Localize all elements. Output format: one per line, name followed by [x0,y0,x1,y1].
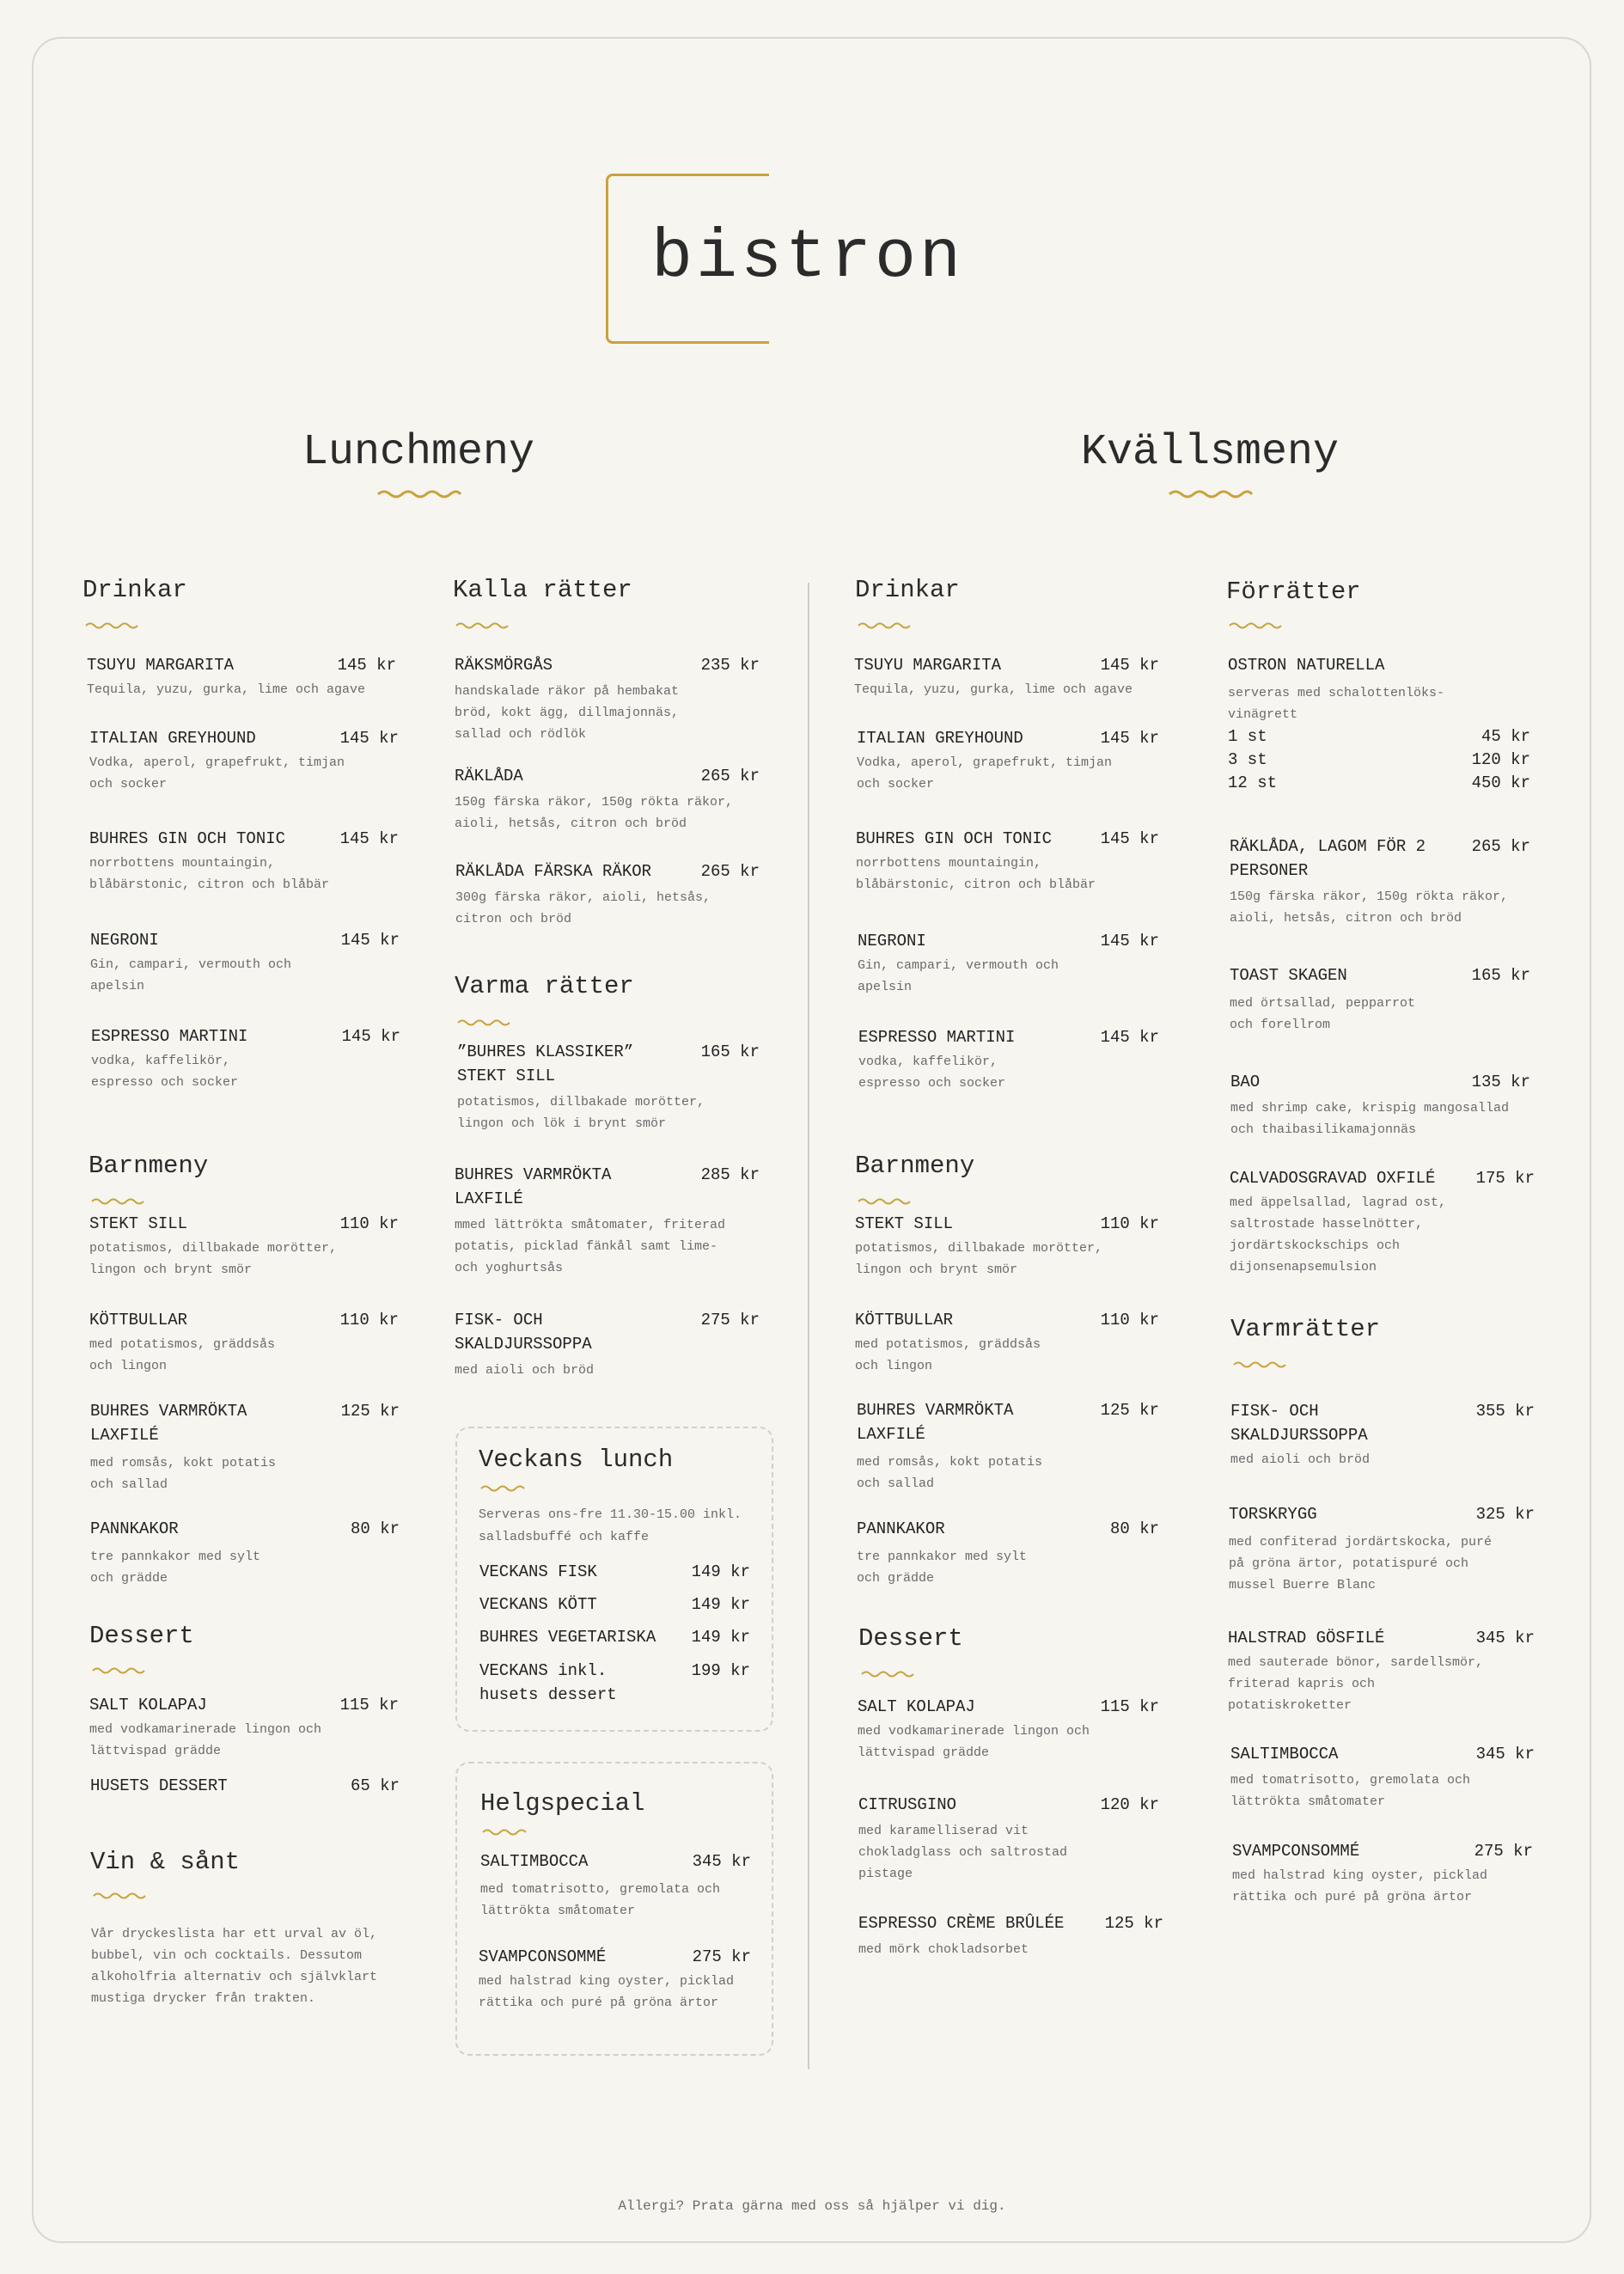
item-desc: med romsås, kokt potatis och sallad [857,1455,1043,1491]
menu-item [479,1560,750,1584]
item-desc: med mörk chokladsorbet [858,1942,1029,1957]
menu-item [858,1025,1159,1094]
menu-item [89,1693,399,1762]
oyster-row [1228,725,1530,749]
item-price: 275 kr [1474,1842,1533,1861]
item-desc: med vodkamarinerade lingon och lättvispad grädde [858,1724,1090,1760]
item-name: PANNKAKOR [857,1519,945,1538]
menu-item [1230,1399,1535,1470]
menu-item [855,1308,1159,1377]
item-desc: med karamelliserad vit chokladglass och saltrostad pistage [858,1824,1068,1881]
item-price: 175 kr [1475,1169,1535,1188]
lunch-kids-section [89,1152,208,1180]
item-price: 145 kr [340,931,400,950]
item-price: 115 kr [339,1696,399,1715]
item-name: ESPRESSO CRÈME BRÛLÉE [858,1914,1065,1933]
weekly-lunch-note: Serveras ons-fre 11.30-15.00 inkl. salladsbuffé och kaffe [479,1507,742,1544]
section-squiggle [1228,620,1283,631]
item-price: 199 kr [691,1661,750,1680]
item-price: 325 kr [1475,1505,1535,1524]
section-squiggle [92,1891,147,1901]
menu-item [89,1308,399,1377]
section-squiggle [456,1018,511,1028]
item-price: 149 kr [691,1562,750,1581]
oyster-item [1228,653,1530,795]
item-price: 145 kr [337,656,396,675]
item-name: BUHRES VEGETARISKA [479,1628,656,1647]
lunch-dessert-section [89,1622,194,1650]
menu-item [455,1163,760,1279]
item-name: HALSTRAD GÖSFILÉ [1228,1629,1385,1647]
item-name: SVAMPCONSOMMÉ [479,1947,607,1966]
item-price: 110 kr [339,1214,399,1233]
menu-item [455,859,760,930]
item-price: 65 kr [350,1776,400,1795]
section-title: Dessert [858,1624,963,1653]
item-desc: potatismos, dillbakade morötter, lingon och brynt smör [855,1241,1103,1277]
item-name: RÄKSMÖRGÅS [455,656,553,675]
menu-item [90,1517,400,1589]
item-desc: mmed lättrökta småtomater, friterad potatis, picklad fänkål samt lime- och yoghurtsås [455,1218,726,1275]
item-name: SVAMPCONSOMMÉ [1232,1842,1360,1861]
item-desc: tre pannkakor med sylt och grädde [90,1550,261,1586]
menu-item [1230,963,1530,1036]
lunch-cold-section [453,576,632,604]
item-price: 135 kr [1471,1073,1530,1091]
item-name: KÖTTBULLAR [89,1311,188,1330]
item-desc: potatismos, dillbakade morötter, lingon och brynt smör [89,1241,338,1277]
item-desc: norrbottens mountaingin, blåbärstonic, citron och blåbär [856,856,1096,892]
item-name: BUHRES GIN OCH TONIC [856,829,1053,848]
item-name: ESPRESSO MARTINI [91,1027,248,1046]
menu-item [479,1659,750,1707]
item-price: 275 kr [692,1947,751,1966]
item-name: BUHRES VARMRÖKTA LAXFILÉ [90,1402,247,1445]
allergy-footer: Allergi? Prata gärna med oss så hjälper vi dig. [618,2198,1006,2214]
item-name: RÄKLÅDA [455,767,523,786]
item-desc: med romsås, kokt potatis och sallad [90,1456,277,1492]
item-desc: 150g färska räkor, 150g rökta räkor, aioli, hetsås, citron och bröd [1230,889,1509,926]
menu-item [858,1695,1159,1764]
item-name: TORSKRYGG [1229,1505,1317,1524]
lunch-menu-title: Lunchmeny [302,428,535,477]
item-desc: Tequila, yuzu, gurka, lime och agave [87,682,366,697]
section-title: Drinkar [82,576,187,604]
section-squiggle [84,620,139,631]
oyster-row [1228,749,1530,772]
item-name: ”BUHRES KLASSIKER” STEKT SILL [457,1042,634,1085]
item-name: ITALIAN GREYHOUND [857,729,1023,748]
section-squiggle [857,620,912,631]
item-name: HUSETS DESSERT [90,1776,228,1795]
dinner-title-squiggle [1168,488,1254,500]
lunch-title-squiggle [376,488,462,500]
item-name: SALT KOLAPAJ [89,1696,207,1715]
item-desc: med tomatrisotto, gremolata och lättrökta småtomater [1230,1773,1471,1809]
section-squiggle [857,1196,912,1207]
section-title: Varmrätter [1230,1315,1381,1343]
menu-item [857,1398,1159,1495]
section-squiggle [860,1669,915,1679]
item-desc: 300g färska räkor, aioli, hetsås, citron och bröd [455,890,711,926]
section-squiggle [90,1196,145,1207]
item-name: RÄKLÅDA FÄRSKA RÄKOR [455,862,652,881]
item-name: VECKANS FISK [479,1562,597,1581]
oyster-row [1228,772,1530,795]
item-price: 145 kr [1100,729,1159,748]
item-desc: handskalade räkor på hembakat bröd, kokt ägg, dillmajonnäs, sallad och rödlök [455,684,680,742]
item-name: CALVADOSGRAVAD OXFILÉ [1230,1169,1436,1188]
menu-item [455,653,760,745]
menu-item [1232,1839,1533,1908]
item-desc: med shrimp cake, krispig mangosallad och thaibasilikamajonnäs [1230,1101,1510,1137]
menu-item [479,1945,751,2014]
menu-item [1230,834,1530,929]
menu-item [90,1774,400,1798]
menu-item [855,1212,1159,1281]
oyster-price: 120 kr [1471,750,1530,769]
item-price: 165 kr [700,1042,760,1061]
item-name: SALTIMBOCCA [1230,1745,1339,1764]
oyster-price: 450 kr [1471,773,1530,792]
menu-item [455,1308,760,1381]
item-name: FISK- OCH SKALDJURSSOPPA [455,1311,592,1354]
item-price: 145 kr [339,729,399,748]
item-desc: med halstrad king oyster, picklad rättika och puré på gröna ärtor [1232,1868,1488,1904]
item-price: 125 kr [1104,1914,1163,1933]
item-price: 265 kr [700,862,760,881]
lunch-warm-section [455,972,634,1000]
item-name: BAO [1230,1073,1261,1091]
dinner-mains-section [1230,1315,1380,1343]
oyster-qty: 1 st [1228,727,1267,746]
weekly-lunch-title: Veckans lunch [479,1446,674,1474]
section-title: Varma rätter [455,972,634,1000]
item-desc: med vodkamarinerade lingon och lättvispad grädde [89,1722,322,1758]
item-desc: med confiterad jordärtskocka, puré på gröna ärtor, potatispuré och mussel Buerre Blanc [1229,1535,1493,1592]
menu-item [90,1399,400,1495]
item-name: FISK- OCH SKALDJURSSOPPA [1230,1402,1368,1445]
item-desc: vodka, kaffelikör, espresso och socker [858,1054,1006,1091]
item-price: 80 kr [1109,1519,1159,1538]
section-title: Drinkar [855,576,960,604]
menu-item [91,1024,400,1093]
item-price: 355 kr [1475,1402,1535,1421]
item-desc: Vodka, aperol, grapefrukt, timjan och socker [857,755,1113,792]
section-title: Dessert [89,1622,194,1650]
item-desc: Tequila, yuzu, gurka, lime och agave [854,682,1133,697]
item-desc: Vodka, aperol, grapefrukt, timjan och socker [89,755,345,792]
section-squiggle [481,1827,529,1837]
menu-item [479,1625,750,1649]
weekend-special-title: Helgspecial [480,1789,645,1818]
dinner-dessert-section [858,1624,963,1653]
item-price: 110 kr [339,1311,399,1330]
lunch-wine-section [90,1848,240,1876]
item-desc: med halstrad king oyster, picklad rättika och puré på gröna ärtor [479,1974,735,2010]
item-name: RÄKLÅDA, LAGOM FÖR 2 PERSONER [1230,837,1426,880]
menu-item [457,1040,760,1134]
item-price: 125 kr [340,1402,400,1421]
item-desc: serveras med schalottenlöks-vinägrett [1228,686,1445,722]
item-name: PANNKAKOR [90,1519,179,1538]
menu-item [479,1592,750,1617]
menu-item [858,1911,1163,1960]
item-desc: Gin, campari, vermouth och apelsin [90,957,292,993]
item-price: 149 kr [691,1628,750,1647]
menu-item [1229,1502,1535,1596]
item-price: 115 kr [1100,1697,1159,1716]
item-price: 125 kr [1100,1401,1159,1420]
item-name: SALT KOLAPAJ [858,1697,975,1716]
item-price: 149 kr [691,1595,750,1614]
dinner-menu-title: Kvällsmeny [1080,428,1340,477]
menu-item [89,1212,399,1281]
item-name: ITALIAN GREYHOUND [89,729,256,748]
menu-item [89,827,399,896]
item-name: CITRUSGINO [858,1795,957,1814]
item-desc: potatismos, dillbakade morötter, lingon och lök i brynt smör [457,1095,705,1131]
item-desc: norrbottens mountaingin, blåbärstonic, citron och blåbär [89,856,330,892]
item-price: 285 kr [700,1165,760,1184]
section-title: Barnmeny [89,1152,209,1180]
menu-item [854,653,1159,700]
item-name: NEGRONI [90,931,159,950]
item-price: 145 kr [1100,656,1159,675]
section-squiggle [455,620,510,631]
dinner-drinks-section [855,576,960,604]
menu-item [87,653,396,700]
item-desc: tre pannkakor med sylt och grädde [857,1550,1028,1586]
menu-item [455,764,760,834]
item-price: 145 kr [1100,1028,1159,1047]
item-name: VECKANS KÖTT [479,1595,597,1614]
item-desc: med aioli och bröd [1230,1452,1371,1467]
section-title: Vin & sånt [90,1848,241,1876]
item-desc: med äppelsallad, lagrad ost, saltrostade hasselnötter, jordärtskockschips och dijonsenapsemulsion [1230,1195,1447,1275]
menu-item [90,928,400,997]
item-name: SALTIMBOCCA [480,1852,589,1871]
item-desc: med aioli och bröd [455,1363,595,1378]
item-price: 265 kr [1471,837,1530,856]
section-squiggle [91,1666,146,1676]
item-desc: med potatismos, gräddsås och lingon [89,1337,276,1373]
menu-item [857,1517,1159,1589]
item-name: TSUYU MARGARITA [87,656,235,675]
wine-description: Vår dryckeslista har ett urval av öl, bubbel, vin och cocktails. Dessutom alkoholfria alternativ och självklart mustiga drycker från trakten. [91,1927,378,2006]
item-name: TSUYU MARGARITA [854,656,1002,675]
item-name: BUHRES GIN OCH TONIC [89,829,286,848]
section-squiggle [1232,1360,1287,1370]
menu-item [480,1849,751,1922]
section-title: Barnmeny [855,1152,975,1180]
item-name: BUHRES VARMRÖKTA LAXFILÉ [857,1401,1014,1444]
item-name: STEKT SILL [89,1214,188,1233]
item-name: TOAST SKAGEN [1230,966,1347,985]
menu-item [1230,1166,1535,1278]
item-desc: Gin, campari, vermouth och apelsin [858,958,1059,994]
item-desc: med tomatrisotto, gremolata och lättrökta småtomater [480,1882,721,1918]
oyster-price: 45 kr [1481,727,1530,746]
item-price: 110 kr [1100,1214,1159,1233]
item-price: 235 kr [700,656,760,675]
item-name: NEGRONI [858,932,926,951]
item-name: BUHRES VARMRÖKTA LAXFILÉ [455,1165,612,1208]
item-price: 345 kr [1475,1745,1535,1764]
menu-item [1230,1070,1530,1140]
column-divider [808,583,809,2069]
menu-item [858,929,1159,998]
item-name: KÖTTBULLAR [855,1311,954,1330]
item-desc: 150g färska räkor, 150g rökta räkor, aioli, hetsås, citron och bröd [455,795,734,831]
item-name: ESPRESSO MARTINI [858,1028,1016,1047]
section-squiggle [479,1483,528,1494]
menu-item [1230,1742,1535,1812]
item-price: 345 kr [692,1852,751,1871]
item-desc: vodka, kaffelikör, espresso och socker [91,1054,239,1090]
item-name: OSTRON NATURELLA [1228,656,1385,675]
item-name: STEKT SILL [855,1214,954,1233]
item-price: 145 kr [1100,932,1159,951]
item-name: VECKANS inkl. husets dessert [479,1661,617,1704]
menu-item [1228,1626,1535,1716]
logo: bistron [651,219,965,297]
lunch-drinks-section [82,576,187,604]
item-price: 145 kr [1100,829,1159,848]
item-price: 345 kr [1475,1629,1535,1647]
item-desc: med sauterade bönor, sardellsmör, friterad kapris och potatiskroketter [1228,1655,1484,1713]
item-price: 120 kr [1100,1795,1159,1814]
section-title: Förrätter [1226,578,1361,606]
dinner-kids-section [855,1152,974,1180]
oyster-qty: 12 st [1228,773,1278,792]
item-price: 165 kr [1471,966,1530,985]
item-price: 80 kr [350,1519,400,1538]
section-title: Kalla rätter [453,576,632,604]
item-price: 275 kr [700,1311,760,1330]
item-desc: med örtsallad, pepparrot och forellrom [1230,996,1416,1032]
item-price: 145 kr [339,829,399,848]
item-price: 265 kr [700,767,760,786]
item-price: 145 kr [341,1027,400,1046]
menu-item [857,726,1159,795]
item-desc: med potatismos, gräddsås och lingon [855,1337,1041,1373]
menu-item [89,726,399,795]
dinner-starters-section [1226,578,1361,606]
item-price: 110 kr [1100,1311,1159,1330]
oyster-qty: 3 st [1228,750,1267,769]
menu-item [856,827,1159,896]
menu-item [858,1793,1159,1885]
